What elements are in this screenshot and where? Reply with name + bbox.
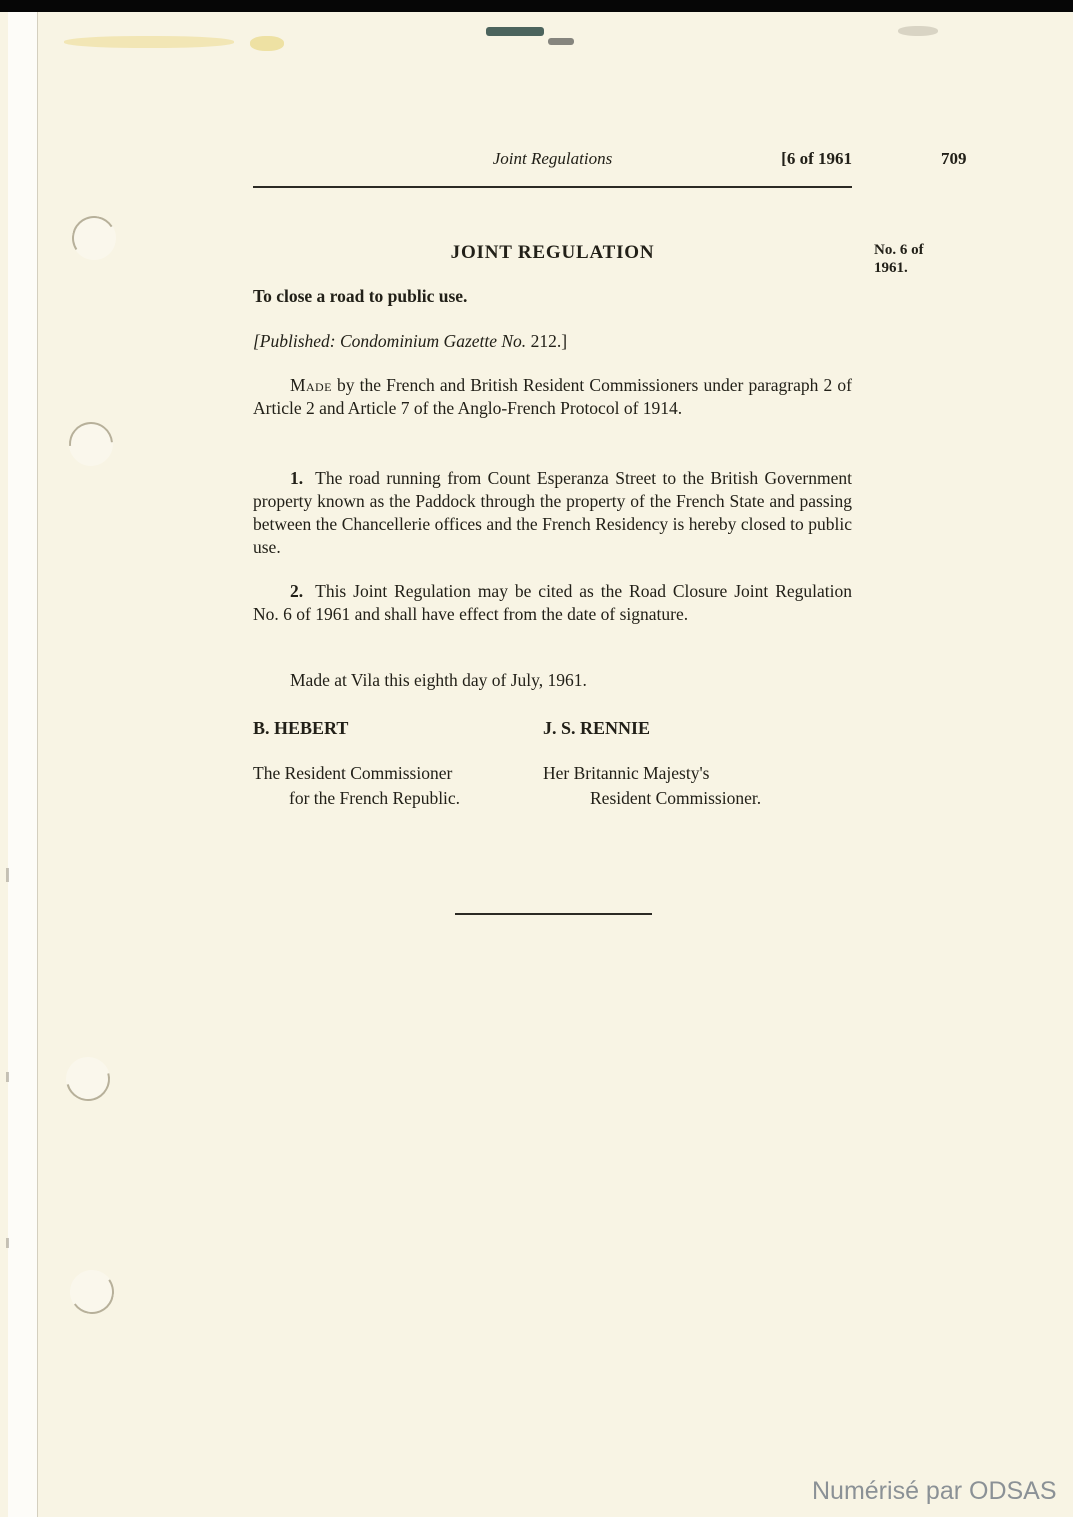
margin-note: [874, 241, 924, 277]
header-rule: [253, 186, 852, 188]
page-header: [253, 149, 852, 169]
scan-edge-bar: [0, 0, 1073, 12]
regulation-title: JOINT REGULATION: [450, 242, 655, 263]
signature-left-title-line1: The Resident Commissioner: [253, 763, 453, 783]
published-citation: [Published: Condominium Gazette No.: [253, 331, 527, 351]
preamble-paragraph: [253, 374, 852, 420]
punch-hole: [67, 1267, 118, 1318]
signature-left-title: [253, 761, 543, 811]
scan-artifact: [486, 27, 544, 36]
clause-number: 2.: [290, 581, 304, 601]
clause-paragraph: [253, 580, 852, 626]
published-line: [253, 331, 852, 352]
signature-right-title-line2: Resident Commissioner.: [590, 788, 762, 808]
scan-artifact: [6, 1072, 9, 1082]
page-number: 709: [941, 149, 967, 168]
signature-titles: [253, 761, 852, 811]
scan-artifact: [64, 36, 234, 48]
clause-number: 1.: [290, 468, 304, 488]
punch-hole: [60, 413, 122, 475]
punch-hole: [68, 212, 120, 264]
signature-right-title: [543, 761, 761, 811]
scan-artifact: [548, 38, 574, 45]
published-number: 212.]: [526, 331, 568, 351]
subject-line: To close a road to public use.: [253, 286, 468, 306]
scan-artifact: [250, 36, 284, 51]
running-title: Joint Regulations: [492, 149, 613, 168]
scan-artifact: [898, 26, 938, 36]
scan-margin-strip: [8, 12, 38, 1517]
signature-left-title-line2: for the French Republic.: [289, 788, 461, 808]
margin-note-line: No. 6 of: [874, 242, 924, 258]
digitization-watermark: Numérisé par ODSAS: [812, 1477, 1057, 1505]
clause-text: The road running from Count Esperanza Street to the British Government property known as the Paddock through the property of the French State and passing between the Chancellerie offices and the French Residency is hereby closed to public use.: [253, 468, 852, 557]
preamble-lead: Made: [290, 375, 332, 395]
signature-right-name: J. S. RENNIE: [543, 718, 651, 738]
signature-left-name: B. HEBERT: [253, 718, 349, 738]
punch-hole: [58, 1049, 118, 1109]
preamble-text: by the French and British Resident Commissioners under paragraph 2 of Article 2 and Article 7 of the Anglo-French Protocol of 1914.: [253, 375, 852, 418]
signature-names: [253, 718, 852, 739]
clause-text: This Joint Regulation may be cited as the Road Closure Joint Regulation No. 6 of 1961 and shall have effect from the date of signature.: [253, 581, 852, 624]
execution-line: Made at Vila this eighth day of July, 1961.: [290, 670, 587, 690]
issue-reference: [6 of 1961: [781, 149, 852, 168]
scan-artifact: [6, 1238, 9, 1248]
signature-right-title-line1: Her Britannic Majesty's: [543, 763, 710, 783]
margin-note-line: 1961.: [874, 260, 908, 276]
end-rule: [455, 913, 652, 915]
scan-artifact: [6, 868, 9, 882]
clause-paragraph: [253, 467, 852, 559]
